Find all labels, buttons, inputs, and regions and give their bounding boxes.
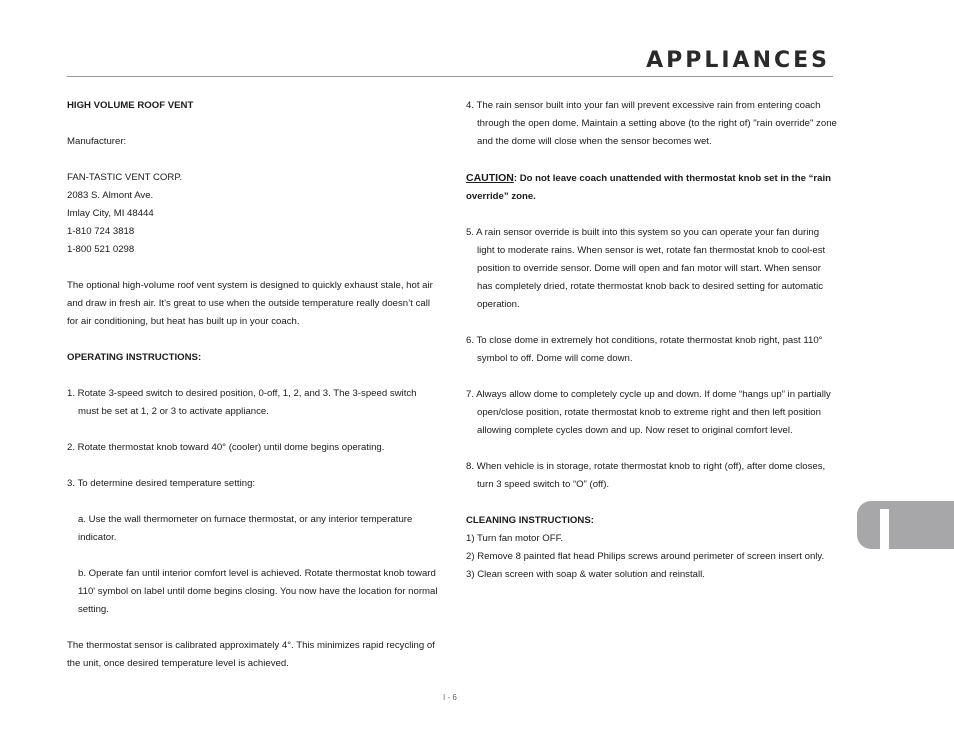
step-5: 5. A rain sensor override is built into this system so you can operate your fan during light to moderate rains. When sensor is wet, rotate fan thermostat knob to cool-est position to override sensor. Dome will open and fan motor will start. When sensor has completely dried, rotate thermostat knob back to desired setting for automatic operation. [466, 227, 826, 310]
step-3a: a. Use the wall thermometer on furnace thermostat, or any interior temperature indicator. [78, 514, 413, 543]
page-number: I - 6 [443, 693, 457, 702]
street-address: 2083 S. Almont Ave. [67, 190, 154, 201]
phone-number: 1-810 724 3818 [67, 226, 135, 237]
right-column [466, 97, 838, 584]
step-4: 4. The rain sensor built into your fan will prevent excessive rain from entering coach through the open dome. Maintain a setting above (to the right of) "rain override" zone and the dome will close when the sensor becomes wet. [466, 100, 837, 147]
step-2: 2. Rotate thermostat knob toward 40° (cooler) until dome begins operating. [67, 442, 385, 453]
manufacturer-label: Manufacturer: [67, 136, 127, 147]
step-6: 6. To close dome in extremely hot conditions, rotate thermostat knob right, past 110° symbol to off. Dome will come down. [466, 335, 823, 364]
page-title: APPLIANCES [646, 48, 830, 73]
left-column [67, 97, 439, 691]
cleaning-step-3: 3) Clean screen with soap & water solution and reinstall. [466, 569, 705, 580]
caution-note [466, 169, 838, 206]
operating-heading: OPERATING INSTRUCTIONS: [67, 352, 202, 363]
manufacturer-address [67, 169, 439, 259]
toll-free-number: 1-800 521 0298 [67, 244, 135, 255]
company-name: FAN-TASTIC VENT CORP. [67, 172, 183, 183]
step-7: 7. Always allow dome to completely cycle up and down. If dome “hangs up” in partially open/close position, rotate thermostat knob to extreme right and then left position allowing complete cycles down and up. Now reset to original comfort level. [466, 389, 831, 436]
step-1: 1. Rotate 3-speed switch to desired position, 0-off, 1, 2, and 3. The 3-speed switch must be set at 1, 2 or 3 to activate appliance. [67, 388, 417, 417]
intro-paragraph: The optional high-volume roof vent system is designed to quickly exhaust stale, hot air and draw in fresh air. It’s great to use when the outside temperature really doesn’t call for air conditioning, but heat has built up in your coach. [67, 280, 433, 327]
step-3: 3. To determine desired temperature setting: [67, 478, 256, 489]
cleaning-step-1: 1) Turn fan motor OFF. [466, 533, 564, 544]
header-divider [67, 76, 833, 77]
cleaning-step-2: 2) Remove 8 painted flat head Philips screws around perimeter of screen insert only. [466, 551, 825, 562]
section-tab [857, 501, 954, 549]
step-3b: b. Operate fan until interior comfort level is achieved. Rotate thermostat knob toward 110' symbol on label until dome begins closing. You now have the location for normal setting. [78, 568, 438, 615]
section-heading: HIGH VOLUME ROOF VENT [67, 100, 194, 111]
city-state: Imlay City, MI 48444 [67, 208, 154, 219]
caution-text: : Do not leave coach unattended with thermostat knob set in the “rain override” zone. [466, 173, 832, 202]
calibration-note: The thermostat sensor is calibrated approximately 4°. This minimizes rapid recycling of the unit, once desired temperature level is achieved. [67, 640, 435, 669]
section-tab-letter [880, 509, 889, 549]
cleaning-heading: CLEANING INSTRUCTIONS: [466, 515, 594, 526]
caution-label: CAUTION [466, 172, 514, 184]
step-8: 8. When vehicle is in storage, rotate thermostat knob to right (off), after dome closes, turn 3 speed switch to “O” (off). [466, 461, 826, 490]
